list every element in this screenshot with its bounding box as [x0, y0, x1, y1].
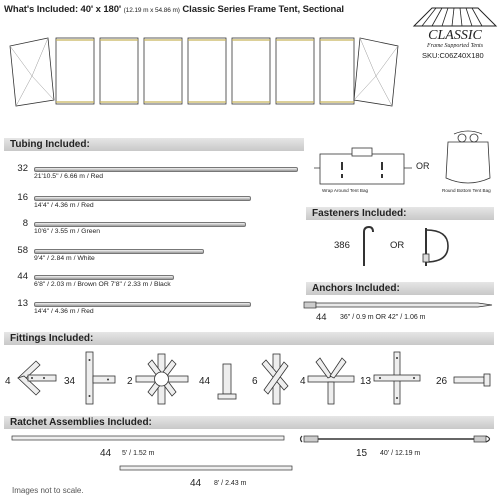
fitting-count: 34 [64, 376, 76, 387]
tube-10ft [34, 222, 246, 227]
ratchet-label: 8' / 2.43 m [214, 480, 247, 487]
fitting-count: 2 [127, 376, 133, 387]
page-title: What's Included: 40' x 180' (12.19 m x 54.86 m) Classic Series Frame Tent, Sectional [4, 4, 344, 15]
ridge-fitting-icon [306, 352, 356, 406]
ratchets-header: Ratchet Assemblies Included: [4, 416, 494, 429]
ratchet-strap-8ft-icon [118, 462, 294, 474]
fasteners-or: OR [390, 240, 405, 251]
tubing-header: Tubing Included: [4, 138, 304, 151]
bag-or-label: OR [416, 161, 430, 171]
stake-anchor-icon [302, 299, 494, 311]
fasteners-count: 386 [334, 240, 350, 251]
tube-14ft [34, 302, 251, 307]
tube-9ft [34, 249, 204, 254]
ratchet-label: 5' / 1.52 m [122, 450, 155, 457]
tubing-count: 16 [17, 192, 28, 203]
sku-label: SKU:C06Z40X180 [422, 51, 484, 60]
fasteners-header: Fasteners Included: [306, 207, 494, 220]
hitch-pin-fastener-icon [418, 224, 454, 270]
tee-fitting-icon [78, 350, 116, 406]
scale-note: Images not to scale. [12, 486, 84, 495]
tubing-count: 32 [17, 163, 28, 174]
ratchet-count: 44 [190, 478, 202, 489]
side-crown-fitting-icon [258, 352, 296, 406]
fitting-count: 6 [252, 376, 258, 387]
cross-fitting-icon [372, 350, 422, 406]
anchors-count: 44 [316, 312, 327, 323]
round-bag-label: Round Bottom Tent Bag [442, 188, 491, 193]
corner-fitting-icon [14, 355, 60, 401]
tubing-label: 21'10.5" / 6.66 m / Red [34, 173, 104, 180]
tubing-count: 58 [17, 245, 28, 256]
svg-text:Frame Supported Tents: Frame Supported Tents [426, 43, 484, 48]
tubing-label: 10'6" / 3.55 m / Green [34, 228, 101, 235]
fitting-count: 13 [360, 376, 372, 387]
tubing-count: 8 [22, 218, 28, 229]
ratchet-count: 15 [356, 448, 368, 459]
anchors-header: Anchors Included: [306, 282, 494, 295]
base-plate-fitting-icon [216, 362, 238, 402]
fitting-count: 44 [199, 376, 211, 387]
tubing-label: 9'4" / 2.84 m / White [34, 255, 95, 262]
tube-21ft [34, 167, 298, 172]
svg-text:CLASSIC: CLASSIC [428, 28, 482, 43]
tubing-label: 14'4" / 4.36 m / Red [34, 202, 94, 209]
tubing-count: 44 [17, 271, 28, 282]
fitting-count: 26 [436, 376, 448, 387]
tubing-label: 14'4" / 4.36 m / Red [34, 308, 94, 315]
ratchet-strap-40ft-icon [298, 432, 494, 446]
tent-panels-illustration [8, 36, 400, 110]
anchors-label: 36" / 0.9 m OR 42" / 1.06 m [340, 314, 426, 321]
ratchet-count: 44 [100, 448, 112, 459]
ratchet-strap-5ft-icon [10, 432, 286, 444]
round-bottom-bag-icon [440, 128, 496, 190]
tubing-count: 13 [17, 298, 28, 309]
fitting-count: 4 [300, 376, 306, 387]
tube-6ft [34, 275, 174, 280]
tube-14ft [34, 196, 251, 201]
fitting-count: 4 [5, 376, 11, 387]
ratchet-label: 40' / 12.19 m [380, 450, 421, 457]
staple-fastener-icon [360, 224, 376, 268]
classic-logo [412, 2, 498, 48]
fittings-header: Fittings Included: [4, 332, 494, 345]
tubing-label: 6'8" / 2.03 m / Brown OR 7'8" / 2.33 m / Black [34, 281, 171, 288]
crown-fitting-icon [134, 352, 190, 406]
wrap-bag-label: Wrap Around Tent Bag [322, 188, 369, 193]
end-cap-fitting-icon [452, 370, 494, 390]
